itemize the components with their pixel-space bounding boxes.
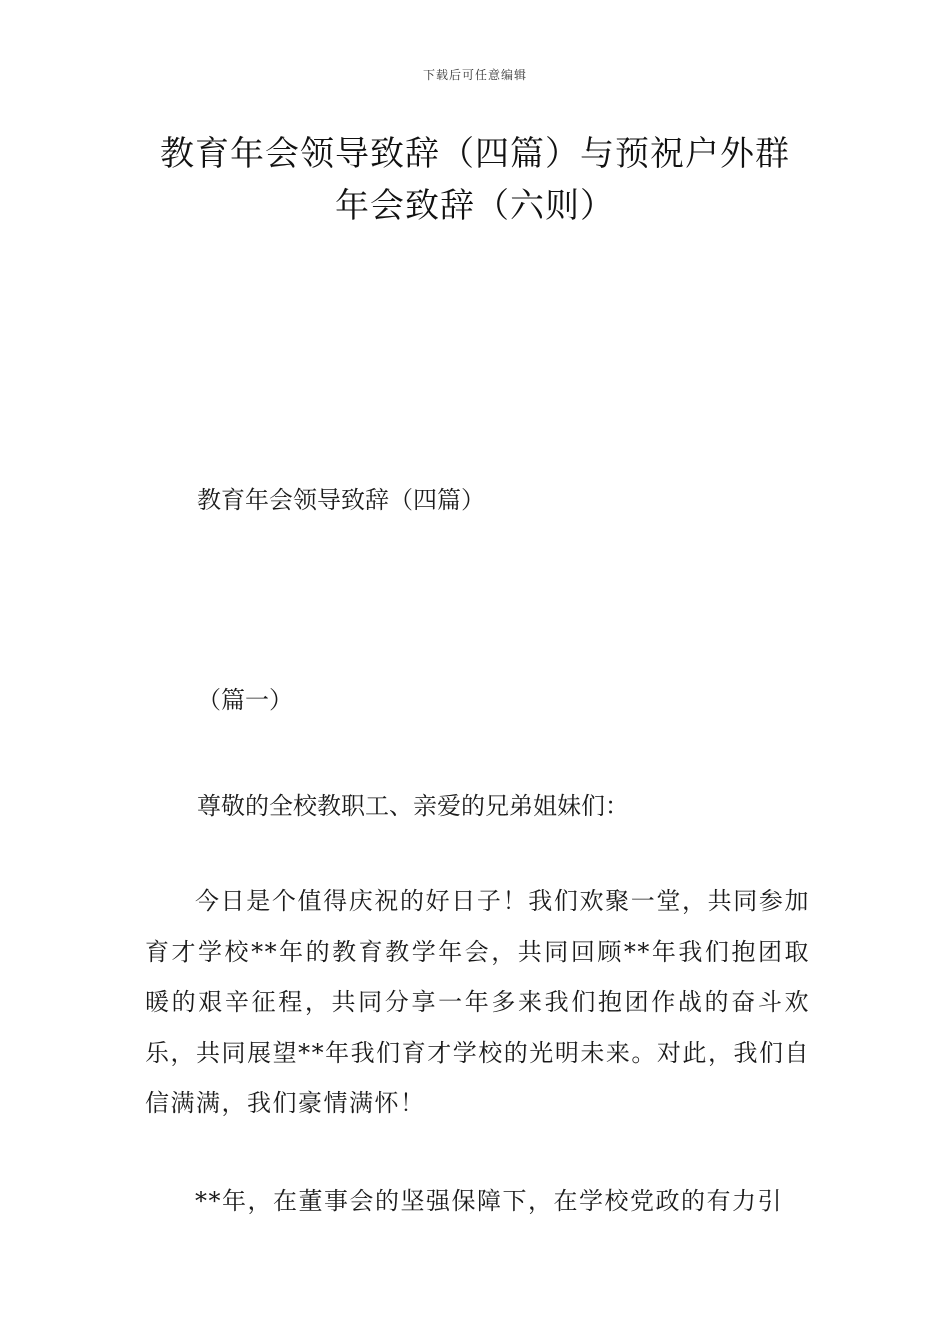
title-line-1: 教育年会领导致辞（四篇）与预祝户外群 [160, 134, 790, 174]
header-note: 下载后可任意编辑 [422, 68, 527, 82]
part-label: （篇一） [197, 686, 293, 714]
salutation: 尊敬的全校教职工、亲爱的兄弟姐妹们： [197, 792, 629, 820]
section-heading: 教育年会领导致辞（四篇） [197, 486, 485, 514]
paragraph-2: **年，在董事会的坚强保障下，在学校党政的有力引 [195, 1187, 783, 1215]
paragraph-1: 今日是个值得庆祝的好日子！我们欢聚一堂，共同参加育才学校**年的教育教学年会，共同回顾**年我们抱团取暖的艰辛征程，共同分享一年多来我们抱团作战的奋斗欢乐，共同展望**年我们育才学校的光明未来。对此，我们自信满满，我们豪情满怀！ [145, 887, 810, 1117]
title-line-2: 年会致辞（六则） [335, 186, 615, 226]
document-title [100, 128, 850, 232]
